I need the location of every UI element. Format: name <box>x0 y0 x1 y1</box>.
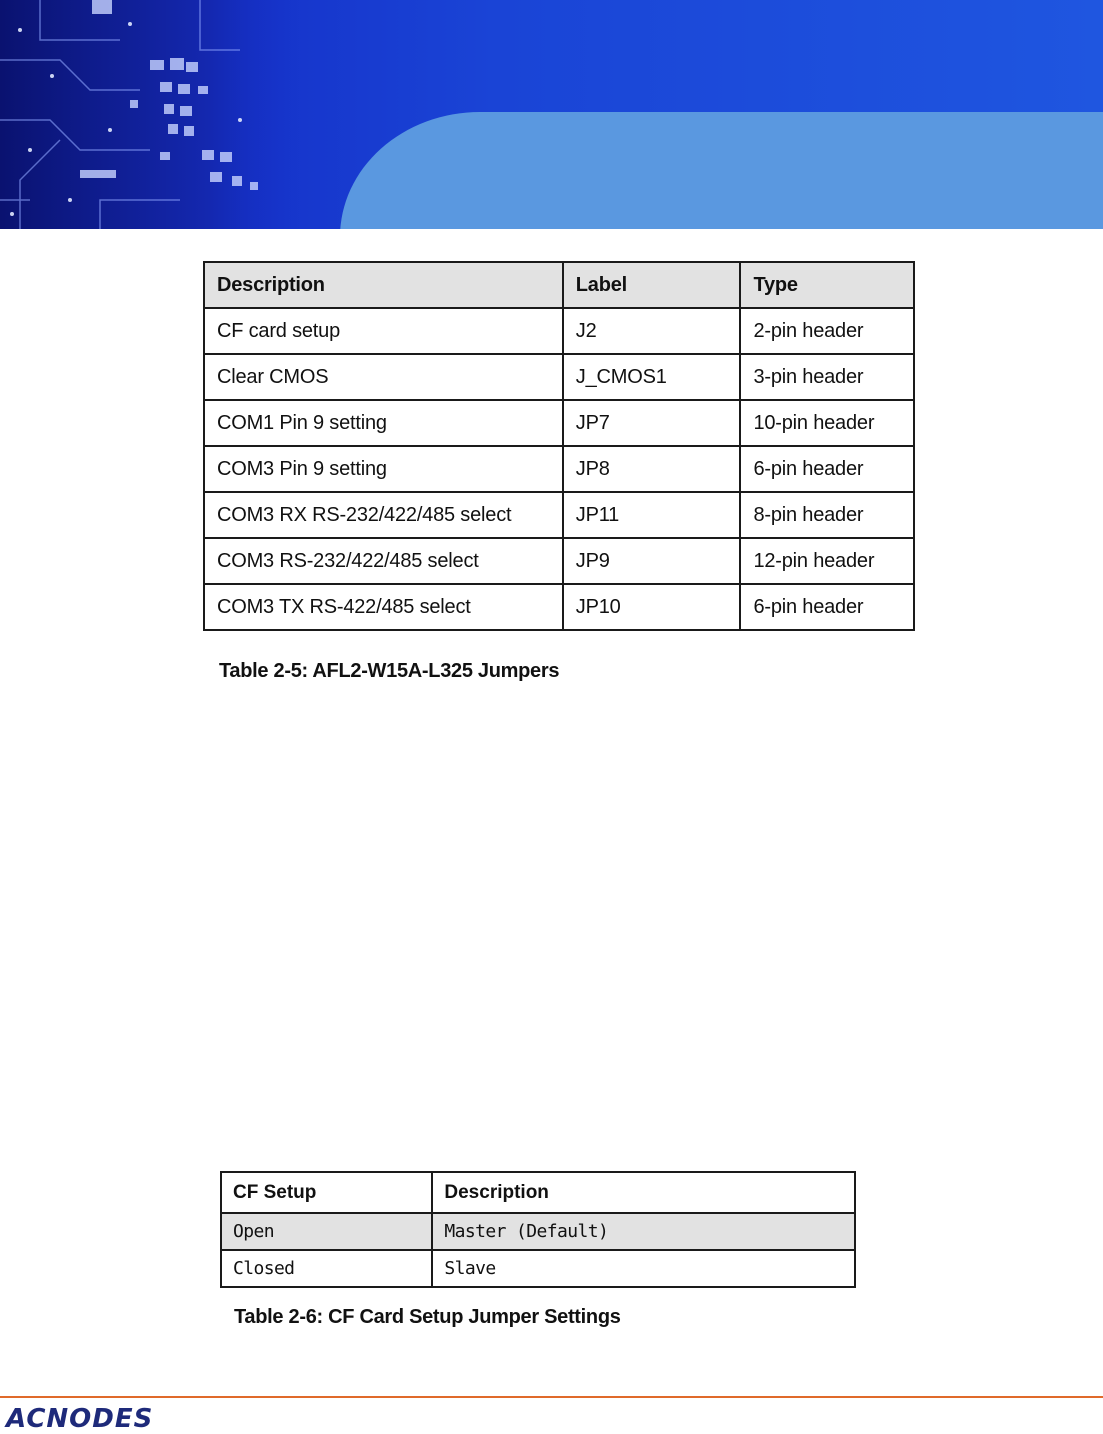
table-row <box>204 400 914 446</box>
cell-description: COM3 RS-232/422/485 select <box>204 538 563 584</box>
cell-description: COM3 Pin 9 setting <box>204 446 563 492</box>
header-description: Description <box>204 262 563 308</box>
table-row <box>204 446 914 492</box>
cell-label: J_CMOS1 <box>563 354 741 400</box>
circuit-board-image <box>0 0 300 229</box>
cell-type: 6-pin header <box>740 584 914 630</box>
cell-description: COM1 Pin 9 setting <box>204 400 563 446</box>
cell-setup: Closed <box>221 1250 432 1287</box>
footer-divider <box>0 1396 1103 1398</box>
table-caption-cf-setup: Table 2-6: CF Card Setup Jumper Settings <box>234 1306 621 1328</box>
cell-label: JP11 <box>563 492 741 538</box>
banner-swoosh <box>340 112 1103 229</box>
cell-type: 10-pin header <box>740 400 914 446</box>
cell-description: CF card setup <box>204 308 563 354</box>
header-banner <box>0 0 1103 229</box>
cell-description: Slave <box>432 1250 855 1287</box>
header-type: Type <box>740 262 914 308</box>
table-header-row <box>204 262 914 308</box>
cell-description: Master (Default) <box>432 1213 855 1250</box>
cell-label: J2 <box>563 308 741 354</box>
table-row <box>204 538 914 584</box>
cell-type: 12-pin header <box>740 538 914 584</box>
cell-type: 3-pin header <box>740 354 914 400</box>
cell-label: JP10 <box>563 584 741 630</box>
table-row <box>204 584 914 630</box>
table-row <box>204 354 914 400</box>
cell-setup: Open <box>221 1213 432 1250</box>
table-caption-jumpers: Table 2-5: AFL2-W15A-L325 Jumpers <box>219 660 560 682</box>
cell-label: JP9 <box>563 538 741 584</box>
cf-setup-table <box>220 1171 856 1288</box>
cell-type: 2-pin header <box>740 308 914 354</box>
table-row <box>204 308 914 354</box>
cell-description: COM3 RX RS-232/422/485 select <box>204 492 563 538</box>
jumpers-table <box>203 261 915 631</box>
cell-type: 6-pin header <box>740 446 914 492</box>
cell-label: JP8 <box>563 446 741 492</box>
table-row <box>221 1250 855 1287</box>
cell-label: JP7 <box>563 400 741 446</box>
header-description: Description <box>432 1172 855 1213</box>
header-cf-setup: CF Setup <box>221 1172 432 1213</box>
cell-description: Clear CMOS <box>204 354 563 400</box>
table-row <box>221 1213 855 1250</box>
acnodes-logo: ACNODES <box>6 1404 154 1434</box>
table-row <box>204 492 914 538</box>
cell-type: 8-pin header <box>740 492 914 538</box>
table-header-row <box>221 1172 855 1213</box>
header-label: Label <box>563 262 741 308</box>
cell-description: COM3 TX RS-422/485 select <box>204 584 563 630</box>
